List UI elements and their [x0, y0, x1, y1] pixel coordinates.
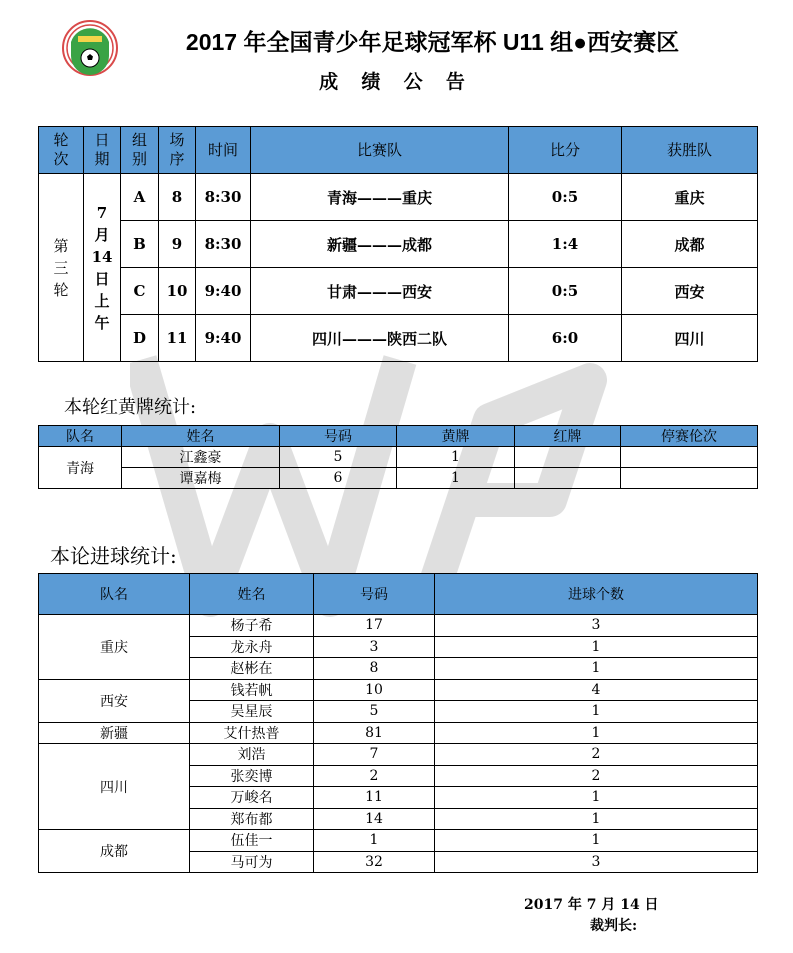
score-cell: 6:0	[509, 315, 622, 362]
col-score: 比分	[509, 127, 622, 174]
goals-cell: 3	[435, 851, 758, 873]
number-cell: 11	[314, 787, 435, 809]
col-time: 时间	[196, 127, 251, 174]
name-cell: 艾什热普	[190, 722, 314, 744]
match-cell: 青海———重庆	[251, 174, 509, 221]
goals-header-row	[39, 574, 758, 615]
number-cell: 32	[314, 851, 435, 873]
team-cell: 新疆	[39, 722, 190, 744]
col-group: 组 别	[121, 127, 159, 174]
col-number: 号码	[314, 574, 435, 615]
col-red: 红牌	[515, 426, 621, 447]
cards-table	[38, 425, 758, 489]
goals-cell: 1	[435, 658, 758, 680]
name-cell: 赵彬在	[190, 658, 314, 680]
seq-cell: 9	[159, 221, 196, 268]
yellow-cell: 1	[397, 468, 515, 489]
name-cell: 刘浩	[190, 744, 314, 766]
col-team: 队名	[39, 426, 122, 447]
date-cell: 7 月 14 日 上 午	[84, 174, 121, 362]
number-cell: 10	[314, 679, 435, 701]
col-date: 日 期	[84, 127, 121, 174]
time-cell: 8:30	[196, 221, 251, 268]
number-cell: 81	[314, 722, 435, 744]
results-table	[38, 126, 758, 362]
yellow-cell: 1	[397, 447, 515, 468]
time-cell: 9:40	[196, 268, 251, 315]
goals-cell: 1	[435, 808, 758, 830]
goals-row	[39, 615, 758, 637]
goals-table	[38, 573, 758, 873]
cards-row	[39, 447, 758, 468]
results-row	[39, 221, 758, 268]
cards-header-row	[39, 426, 758, 447]
round-cell: 第 三 轮	[39, 174, 84, 362]
name-cell: 龙永舟	[190, 636, 314, 658]
results-row	[39, 268, 758, 315]
goals-row	[39, 744, 758, 766]
winner-cell: 西安	[622, 268, 758, 315]
name-cell: 郑布都	[190, 808, 314, 830]
team-cell: 青海	[39, 447, 122, 489]
name-cell: 杨子希	[190, 615, 314, 637]
goals-cell: 2	[435, 765, 758, 787]
red-cell	[515, 447, 621, 468]
seq-cell: 8	[159, 174, 196, 221]
team-cell: 成都	[39, 830, 190, 873]
team-cell: 重庆	[39, 615, 190, 680]
time-cell: 8:30	[196, 174, 251, 221]
score-cell: 1:4	[509, 221, 622, 268]
goals-cell: 1	[435, 830, 758, 852]
time-cell: 9:40	[196, 315, 251, 362]
name-cell: 江鑫豪	[122, 447, 280, 468]
goals-cell: 1	[435, 722, 758, 744]
group-cell: A	[121, 174, 159, 221]
goals-cell: 3	[435, 615, 758, 637]
name-cell: 伍佳一	[190, 830, 314, 852]
number-cell: 14	[314, 808, 435, 830]
name-cell: 马可为	[190, 851, 314, 873]
col-yellow: 黄牌	[397, 426, 515, 447]
page-title: 2017 年全国青少年足球冠军杯 U11 组●西安赛区	[185, 29, 680, 55]
group-cell: D	[121, 315, 159, 362]
winner-cell: 四川	[622, 315, 758, 362]
goals-cell: 4	[435, 679, 758, 701]
footer-date: 2017 年 7 月 14 日	[524, 897, 659, 913]
red-cell	[515, 468, 621, 489]
results-row	[39, 174, 758, 221]
goals-cell: 1	[435, 636, 758, 658]
col-match: 比赛队	[251, 127, 509, 174]
score-cell: 0:5	[509, 268, 622, 315]
goals-cell: 1	[435, 701, 758, 723]
match-cell: 新疆———成都	[251, 221, 509, 268]
name-cell: 吴星辰	[190, 701, 314, 723]
group-cell: C	[121, 268, 159, 315]
results-row	[39, 315, 758, 362]
team-cell: 西安	[39, 679, 190, 722]
number-cell: 2	[314, 765, 435, 787]
seq-cell: 10	[159, 268, 196, 315]
goals-row	[39, 830, 758, 852]
number-cell: 1	[314, 830, 435, 852]
number-cell: 17	[314, 615, 435, 637]
name-cell: 张奕博	[190, 765, 314, 787]
col-seq: 场 序	[159, 127, 196, 174]
col-winner: 获胜队	[622, 127, 758, 174]
seq-cell: 11	[159, 315, 196, 362]
page-subtitle: 成 绩 公 告	[319, 72, 474, 93]
goals-row	[39, 679, 758, 701]
number-cell: 3	[314, 636, 435, 658]
group-cell: B	[121, 221, 159, 268]
team-cell: 四川	[39, 744, 190, 830]
goals-heading: 本论进球统计:	[50, 544, 177, 568]
number-cell: 6	[280, 468, 397, 489]
col-name: 姓名	[122, 426, 280, 447]
goals-cell: 2	[435, 744, 758, 766]
winner-cell: 重庆	[622, 174, 758, 221]
cards-heading: 本轮红黄牌统计:	[64, 397, 197, 418]
name-cell: 万峻名	[190, 787, 314, 809]
number-cell: 7	[314, 744, 435, 766]
col-number: 号码	[280, 426, 397, 447]
col-name: 姓名	[190, 574, 314, 615]
name-cell: 谭嘉梅	[122, 468, 280, 489]
match-cell: 四川———陕西二队	[251, 315, 509, 362]
col-suspension: 停赛伦次	[621, 426, 758, 447]
score-cell: 0:5	[509, 174, 622, 221]
name-cell: 钱若帆	[190, 679, 314, 701]
col-round: 轮 次	[39, 127, 84, 174]
cards-row	[39, 468, 758, 489]
match-cell: 甘肃———西安	[251, 268, 509, 315]
col-team: 队名	[39, 574, 190, 615]
goals-row	[39, 722, 758, 744]
suspension-cell	[621, 468, 758, 489]
suspension-cell	[621, 447, 758, 468]
number-cell: 8	[314, 658, 435, 680]
results-header-row	[39, 127, 758, 174]
number-cell: 5	[314, 701, 435, 723]
judge-signature-label: 裁判长:	[590, 918, 638, 934]
number-cell: 5	[280, 447, 397, 468]
goals-cell: 1	[435, 787, 758, 809]
winner-cell: 成都	[622, 221, 758, 268]
col-goals: 进球个数	[435, 574, 758, 615]
